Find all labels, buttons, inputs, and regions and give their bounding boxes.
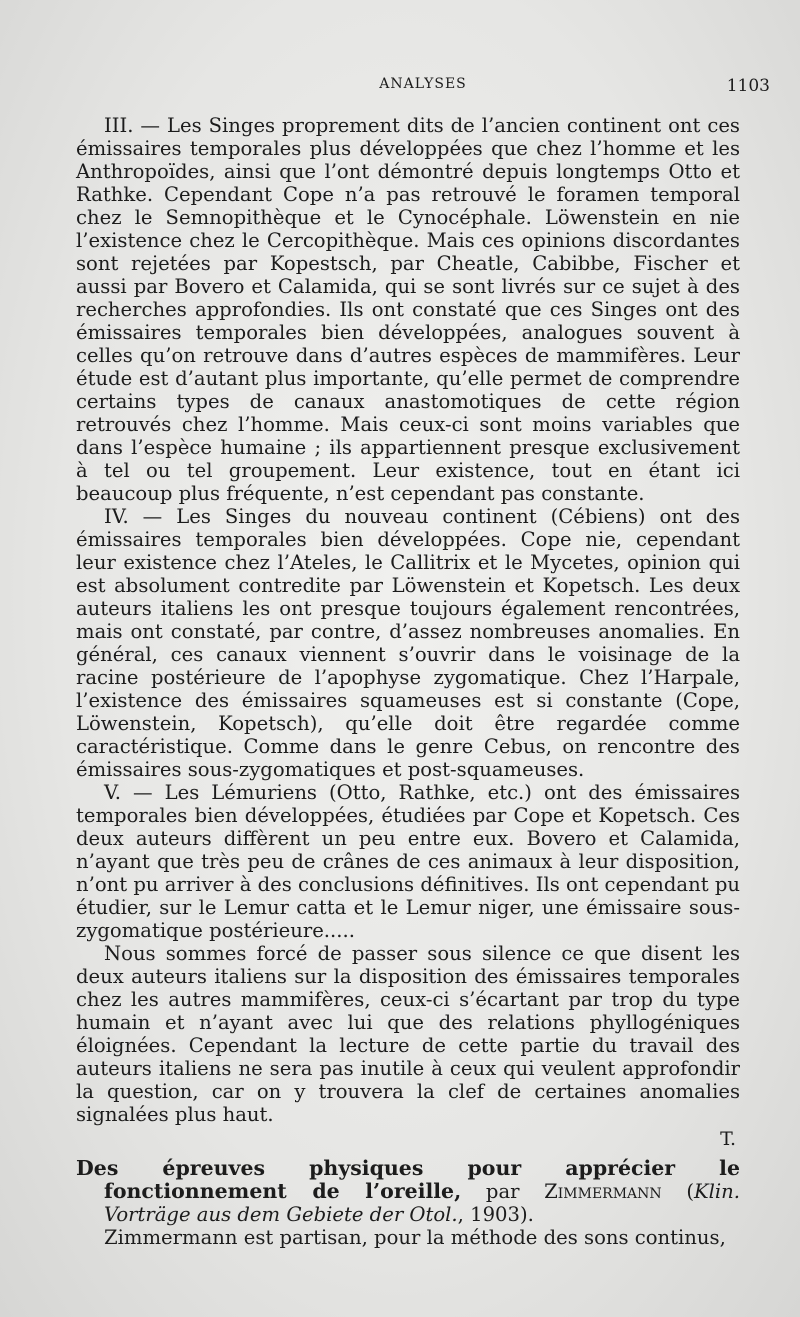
review-paragraph: Zimmermann est partisan, pour la méthode des sons continus, <box>104 1226 726 1249</box>
review-by: par <box>461 1180 545 1203</box>
paragraph-v: V. — Les Lémuriens (Otto, Rathke, etc.) ont des émissaires temporales bien développées, étudiées par Cope et Kopetsch. Ces deux auteurs diffèrent un peu entre eux. Bovero et Calamida, n’ayant que très peu de crânes de ces animaux à leur disposition, n’ont pu arriver à des conclusions définitives. Ils ont cependant pu étudier, sur le Lemur catta et le Lemur niger, une émissaire sous-zygomatique postérieure..... <box>76 781 740 942</box>
review-author: Zimmermann <box>544 1180 662 1203</box>
review-source-open: ( <box>661 1180 694 1203</box>
review-source-close: , 1903). <box>457 1203 534 1226</box>
page-number: 1103 <box>726 76 770 96</box>
page-body <box>76 114 740 1249</box>
review-heading <box>76 1157 740 1226</box>
paragraph-iii: III. — Les Singes proprement dits de l’ancien continent ont ces émissaires temporales plus développées que chez l’homme et les Anthropoïdes, ainsi que l’ont démontré depuis longtemps Otto et Rathke. Cependant Cope n’a pas retrouvé le foramen temporal chez le Semnopithèque et le Cynocéphale. Löwenstein en nie l’existence chez le Cercopithèque. Mais ces opinions discordantes sont rejetées par Kopestsch, par Cheatle, Cabibbe, Fischer et aussi par Bovero et Calamida, qui se sont livrés sur ce sujet à des recherches approfondies. Ils ont constaté que ces Singes ont des émissaires temporales bien développées, analogues souvent à celles qu’on retrouve dans d’autres espèces de mammifères. Leur étude est d’autant plus importante, qu’elle permet de comprendre certains types de canaux anastomotiques de cette région retrouvés chez l’homme. Mais ceux-ci sont moins variables que dans l’espèce humaine ; ils appartiennent presque exclusivement à tel ou tel groupement. Leur existence, tout en étant ici beaucoup plus fréquente, n’est cependant pas constante. <box>76 114 740 505</box>
paragraph-iv: IV. — Les Singes du nouveau continent (Cébiens) ont des émissaires temporales bien développées. Cope nie, cependant leur existence chez l’Ateles, le Callitrix et le Mycetes, opinion qui est absolument contredite par Löwenstein et Kopetsch. Les deux auteurs italiens les ont presque toujours également rencontrées, mais ont constaté, par contre, d’assez nombreuses anomalies. En général, ces canaux viennent s’ouvrir dans le voisinage de la racine postérieure de l’apophyse zygomatique. Chez l’Harpale, l’existence des émissaires squameuses est si constante (Cope, Löwenstein, Kopetsch), qu’elle doit être regardée comme caractéristique. Comme dans le genre Cebus, on rencontre des émissaires sous-zygomatiques et post-squameuses. <box>76 505 740 781</box>
running-header <box>76 76 770 98</box>
paragraph-conclusion: Nous sommes forcé de passer sous silence ce que disent les deux auteurs italiens sur la disposition des émissaires temporales chez les autres mammifères, ceux-ci s’écartant par trop du type humain et n’ayant avec lui que des relations phyllogéniques éloignées. Cependant la lecture de cette partie du travail des auteurs italiens ne sera pas inutile à ceux qui veulent approfondir la question, car on y trouvera la clef de certaines anomalies signalées plus haut. <box>76 942 740 1126</box>
review-source: Klin. Vorträge aus dem Gebiete der Otol. <box>104 1180 740 1226</box>
running-title: ANALYSES <box>379 76 467 92</box>
signature: T. <box>720 1128 736 1150</box>
review-title: Des épreuves physiques pour apprécier le fonctionnement de l’oreille, <box>76 1156 740 1203</box>
